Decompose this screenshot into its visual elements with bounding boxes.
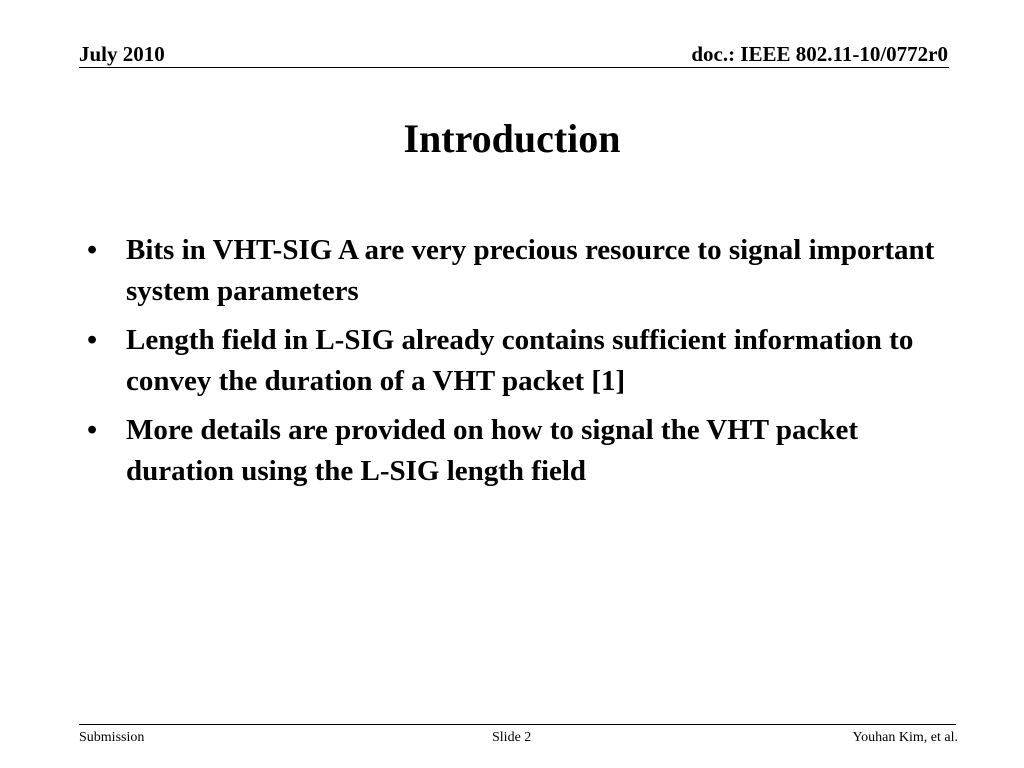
bullet-text: Length field in L-SIG already contains sufficient information to convey the duration of a VHT packet [1]: [126, 324, 914, 397]
header-rule: [79, 67, 949, 68]
bullet-mark: •: [87, 324, 98, 356]
bullet-mark: •: [87, 414, 98, 446]
slide-title: Introduction: [403, 116, 621, 161]
bullet-item: [79, 320, 959, 402]
bullet-list: [79, 230, 959, 500]
footer-rule: [79, 724, 956, 725]
header-date: July 2010: [79, 42, 165, 66]
header-doc-id: doc.: IEEE 802.11-10/0772r0: [691, 42, 948, 66]
bullet-mark: •: [87, 234, 98, 266]
bullet-text: More details are provided on how to signal the VHT packet duration using the L-SIG length field: [126, 414, 859, 487]
footer-submission: Submission: [79, 730, 145, 745]
bullet-text: Bits in VHT-SIG A are very precious resource to signal important system parameters: [126, 234, 935, 307]
footer-slide-number: Slide 2: [492, 730, 532, 745]
footer-author: Youhan Kim, et al.: [852, 730, 958, 745]
bullet-item: [79, 230, 959, 312]
bullet-item: [79, 410, 959, 492]
